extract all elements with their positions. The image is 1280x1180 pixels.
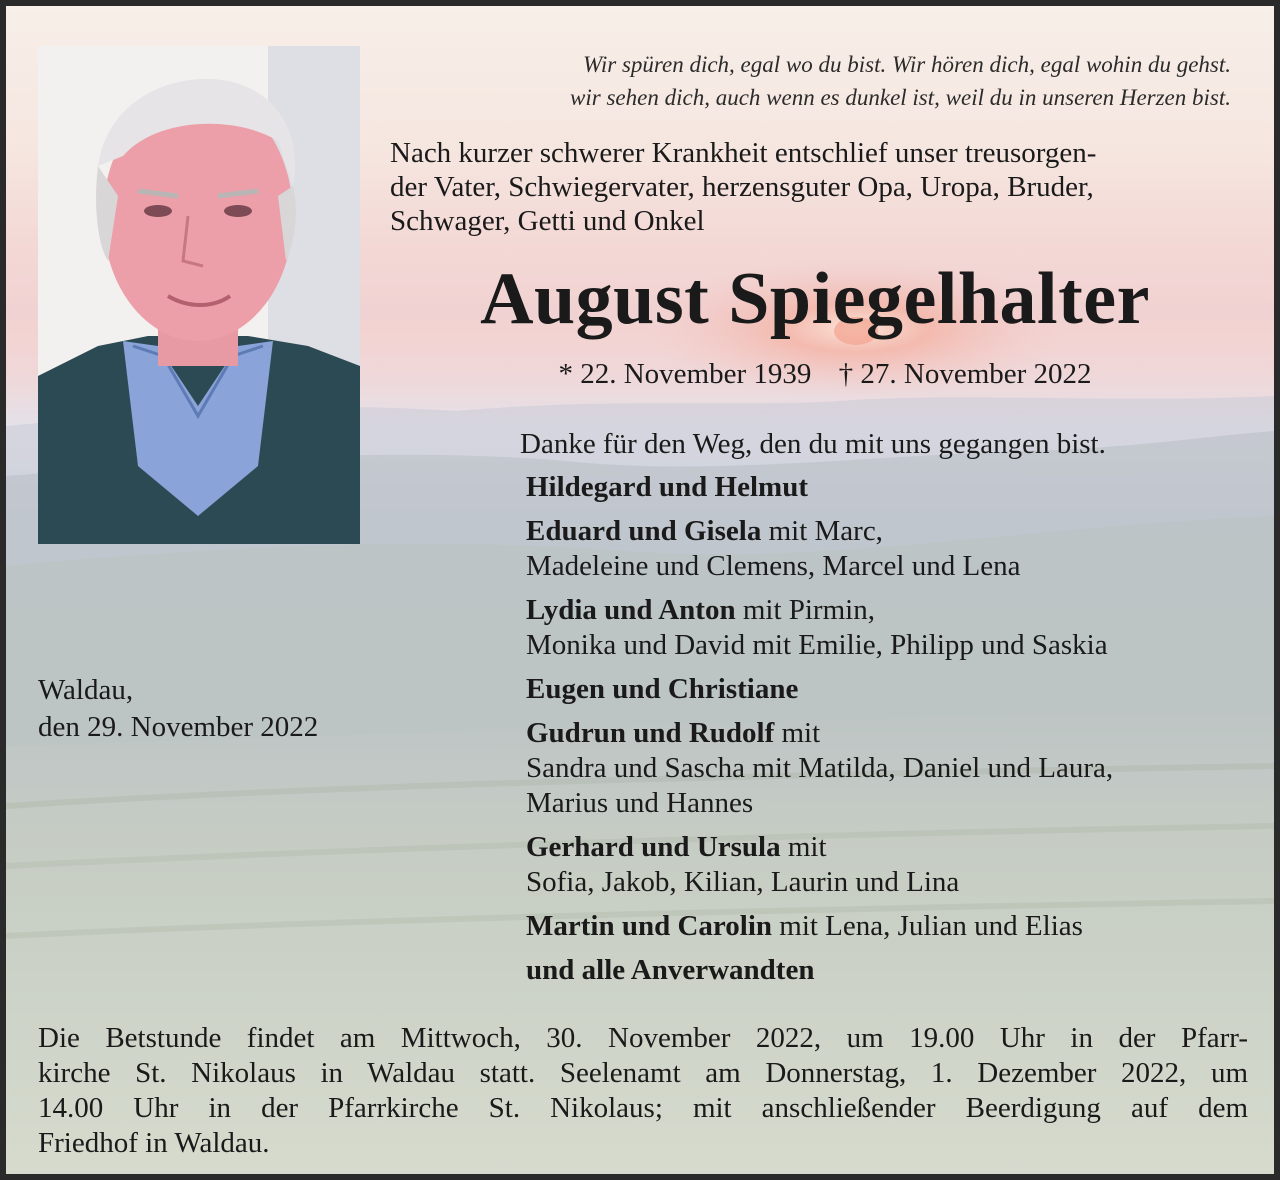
memorial-quote	[386, 48, 1231, 114]
mourner-line	[526, 909, 1266, 944]
mourner-line	[526, 514, 1266, 549]
notice-line: kirche St. Nikolaus in Waldau statt. Seelenamt am Donnerstag, 1. Dezember 2022, um	[38, 1057, 1248, 1089]
intro-line: Schwager, Getti und Onkel	[390, 205, 705, 237]
mourner-children: mit Lena, Julian und Elias	[772, 910, 1083, 942]
announcement-intro	[390, 136, 1240, 238]
mourner-names: Gudrun und Rudolf	[526, 717, 775, 749]
mourner-line	[526, 593, 1266, 628]
mourner-entry	[526, 593, 1266, 663]
mourner-line	[526, 470, 1266, 505]
mourner-line: Sandra und Sascha mit Matilda, Daniel und Laura,	[526, 752, 1114, 784]
mourner-line	[526, 672, 1266, 707]
mourner-children: mit Pirmin,	[735, 594, 875, 626]
mourners-list	[526, 470, 1266, 997]
mourner-names: und alle Anverwandten	[526, 954, 815, 986]
death-date: † 27. November 2022	[838, 358, 1092, 390]
mourner-children: mit	[780, 831, 827, 863]
mourner-line: Sofia, Jakob, Kilian, Laurin und Lina	[526, 866, 960, 898]
quote-line: wir sehen dich, auch wenn es dunkel ist, weil du in unseren Herzen bist.	[570, 85, 1231, 110]
quote-line: Wir spüren dich, egal wo du bist. Wir hören dich, egal wohin du gehst.	[582, 52, 1231, 77]
notice-line: Friedhof in Waldau.	[38, 1127, 270, 1159]
mourner-entry	[526, 470, 1266, 505]
mourner-entry	[526, 672, 1266, 707]
mourner-entry	[526, 514, 1266, 584]
mourner-names: Hildegard und Helmut	[526, 471, 808, 503]
mourner-line	[526, 716, 1266, 751]
place-and-date	[38, 672, 398, 746]
thanks-line: Danke für den Weg, den du mit uns gegangen bist.	[520, 428, 1106, 460]
mourner-line	[526, 953, 1266, 988]
mourner-line	[526, 830, 1266, 865]
mourner-children: mit Marc,	[761, 515, 883, 547]
funeral-service-notice	[38, 1021, 1248, 1161]
mourner-line: Monika und David mit Emilie, Philipp und Saskia	[526, 629, 1108, 661]
notice-line: 14.00 Uhr in der Pfarrkirche St. Nikolaus; mit anschließender Beerdigung auf dem	[38, 1092, 1248, 1124]
mourner-line: Marius und Hannes	[526, 787, 754, 819]
notice-line: Die Betstunde findet am Mittwoch, 30. November 2022, um 19.00 Uhr in der Pfarr-	[38, 1022, 1248, 1054]
mourner-entry	[526, 830, 1266, 900]
mourner-line: Madeleine und Clemens, Marcel und Lena	[526, 550, 1021, 582]
intro-line: der Vater, Schwiegervater, herzensguter Opa, Uropa, Bruder,	[390, 171, 1094, 203]
life-dates	[390, 356, 1260, 392]
mourner-names: Martin und Carolin	[526, 910, 773, 942]
intro-line: Nach kurzer schwerer Krankheit entschlief unser treusorgen-	[390, 137, 1097, 169]
mourner-names: Gerhard und Ursula	[526, 831, 781, 863]
mourner-names: Eugen und Christiane	[526, 673, 799, 705]
deceased-name: August Spiegelhalter	[480, 258, 1150, 340]
mourner-names: Lydia und Anton	[526, 594, 736, 626]
mourner-entry	[526, 716, 1266, 821]
mourner-names: Eduard und Gisela	[526, 515, 762, 547]
place-line: Waldau,	[38, 674, 134, 706]
mourner-children: mit	[774, 717, 821, 749]
portrait-photo	[38, 46, 360, 544]
mourner-entry	[526, 953, 1266, 988]
birth-date: * 22. November 1939	[558, 358, 812, 390]
date-line: den 29. November 2022	[38, 711, 319, 743]
mourner-entry	[526, 909, 1266, 944]
